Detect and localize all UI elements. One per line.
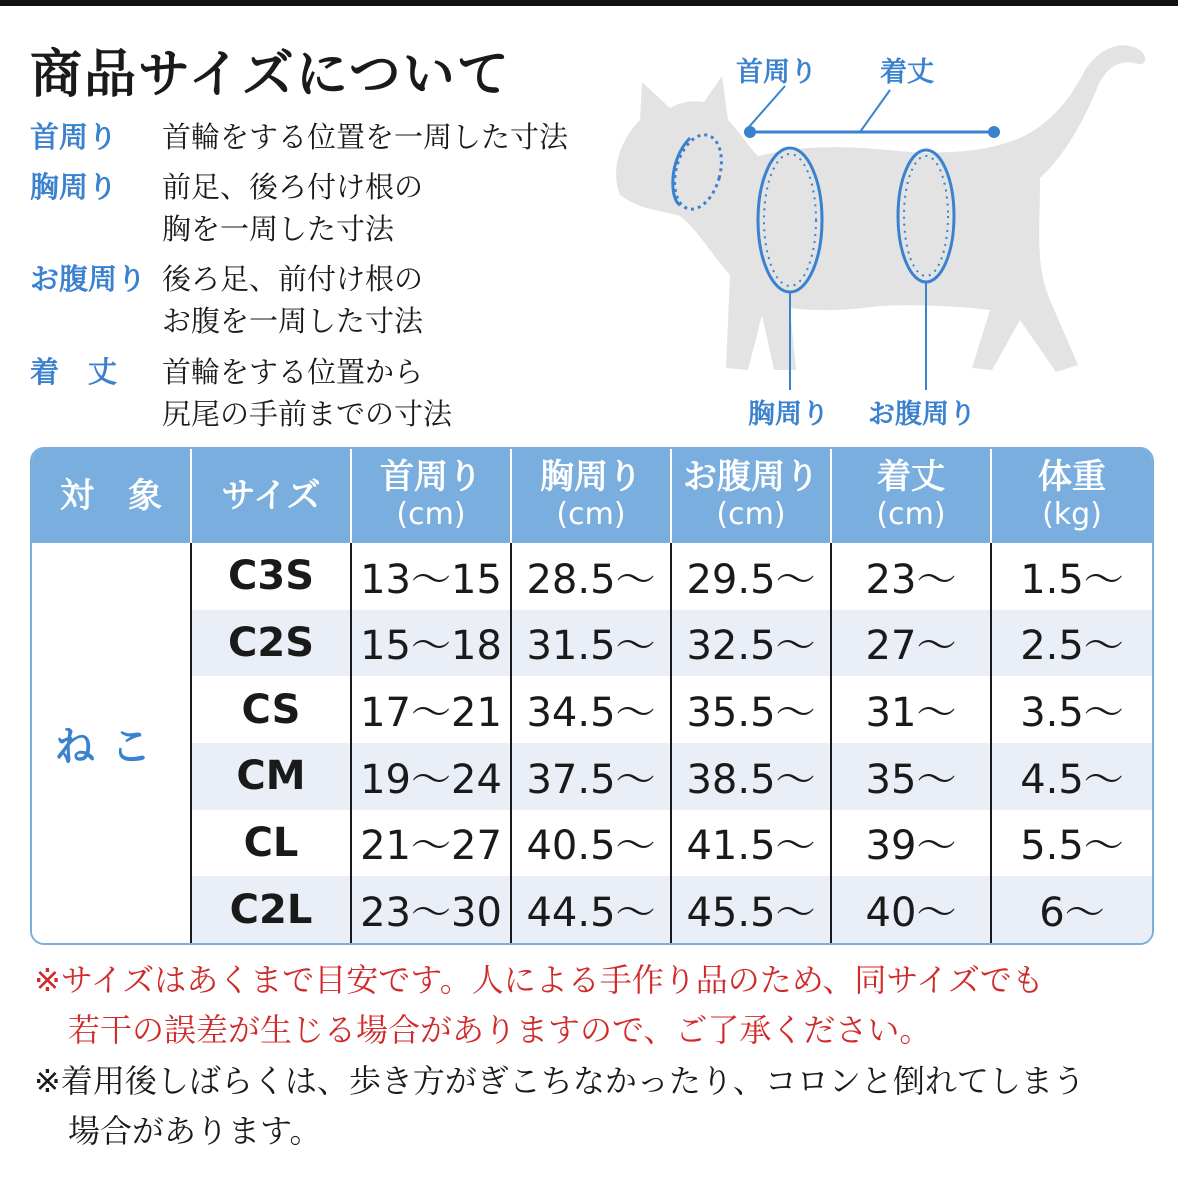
header-weight: 体重 (kg) xyxy=(991,449,1152,543)
weight-cell: 4.5〜 xyxy=(991,743,1152,810)
usage-note-line: 場合があります。 xyxy=(68,1112,322,1150)
neck-cell: 19〜24 xyxy=(351,743,511,810)
length-cell: 31〜 xyxy=(831,676,991,743)
usage-note-line: ※着用後しばらくは、歩き方がぎこちなかったり、コロンと倒れてしまう xyxy=(34,1062,1085,1100)
definition-term: 首周り xyxy=(30,120,118,154)
weight-cell: 5.5〜 xyxy=(991,810,1152,877)
size-cell: C3S xyxy=(191,543,351,610)
neck-cell: 21〜27 xyxy=(351,810,511,877)
chest-cell: 37.5〜 xyxy=(511,743,671,810)
definition-term: 胸周り xyxy=(30,170,118,204)
size-cell: C2L xyxy=(191,876,351,943)
header-size: サイズ xyxy=(191,449,351,543)
table-row xyxy=(32,610,1152,677)
neck-cell: 13〜15 xyxy=(351,543,511,610)
length-cell: 23〜 xyxy=(831,543,991,610)
table-row xyxy=(32,676,1152,743)
size-cell: C2S xyxy=(191,610,351,677)
definition-desc-line: 後ろ足、前付け根の xyxy=(162,262,424,296)
weight-cell: 3.5〜 xyxy=(991,676,1152,743)
chest-cell: 40.5〜 xyxy=(511,810,671,877)
size-cell: CL xyxy=(191,810,351,877)
weight-cell: 1.5〜 xyxy=(991,543,1152,610)
disclaimer-note xyxy=(34,955,1154,1055)
diagram-label-chest: 胸周り xyxy=(748,399,829,430)
belly-cell: 29.5〜 xyxy=(671,543,831,610)
definition-desc-line: 前足、後ろ付け根の xyxy=(162,170,424,204)
chest-cell: 28.5〜 xyxy=(511,543,671,610)
definition-desc: 首輪をする位置を一周した寸法 xyxy=(162,120,569,154)
definition-desc-line: 首輪をする位置から xyxy=(162,355,424,389)
definition-term: お腹周り xyxy=(30,262,147,296)
neck-cell: 17〜21 xyxy=(351,676,511,743)
length-cell: 40〜 xyxy=(831,876,991,943)
length-cell: 27〜 xyxy=(831,610,991,677)
neck-cell: 15〜18 xyxy=(351,610,511,677)
definition-term: 着 丈 xyxy=(30,355,118,389)
chest-cell: 44.5〜 xyxy=(511,876,671,943)
target-cell: ねこ xyxy=(32,543,191,943)
disclaimer-line: 若干の誤差が生じる場合がありますので、ご了承ください。 xyxy=(68,1011,932,1049)
definition-desc-line: 尻尾の手前までの寸法 xyxy=(162,397,453,431)
header-length: 着丈 (cm) xyxy=(831,449,991,543)
definition-desc-line: 胸を一周した寸法 xyxy=(162,212,395,246)
weight-cell: 2.5〜 xyxy=(991,610,1152,677)
neck-cell: 23〜30 xyxy=(351,876,511,943)
header-belly: お腹周り (cm) xyxy=(671,449,831,543)
disclaimer-line: ※サイズはあくまで目安です。人による手作り品のため、同サイズでも xyxy=(34,961,1044,999)
header-neck: 首周り (cm) xyxy=(351,449,511,543)
chest-cell: 31.5〜 xyxy=(511,610,671,677)
cat-silhouette-icon xyxy=(580,20,1178,440)
chest-cell: 34.5〜 xyxy=(511,676,671,743)
belly-cell: 41.5〜 xyxy=(671,810,831,877)
length-cell: 35〜 xyxy=(831,743,991,810)
top-border xyxy=(0,0,1178,6)
table-header-row xyxy=(32,449,1152,543)
diagram-label-length: 着丈 xyxy=(880,57,934,88)
belly-cell: 32.5〜 xyxy=(671,610,831,677)
usage-note xyxy=(34,1056,1154,1156)
weight-cell: 6〜 xyxy=(991,876,1152,943)
table-row xyxy=(32,876,1152,943)
size-cell: CM xyxy=(191,743,351,810)
definition-desc-line: お腹を一周した寸法 xyxy=(162,304,424,338)
header-target: 対 象 xyxy=(32,449,191,543)
length-cell: 39〜 xyxy=(831,810,991,877)
size-table xyxy=(30,447,1154,945)
page-title: 商品サイズについて xyxy=(30,45,511,105)
diagram-label-neck: 首周り xyxy=(736,57,817,88)
belly-cell: 35.5〜 xyxy=(671,676,831,743)
table-row xyxy=(32,543,1152,610)
header-chest: 胸周り (cm) xyxy=(511,449,671,543)
diagram-label-belly: お腹周り xyxy=(868,399,976,430)
table-row xyxy=(32,743,1152,810)
size-cell: CS xyxy=(191,676,351,743)
belly-cell: 38.5〜 xyxy=(671,743,831,810)
cat-measurement-diagram xyxy=(580,20,1178,440)
belly-cell: 45.5〜 xyxy=(671,876,831,943)
table-row xyxy=(32,810,1152,877)
